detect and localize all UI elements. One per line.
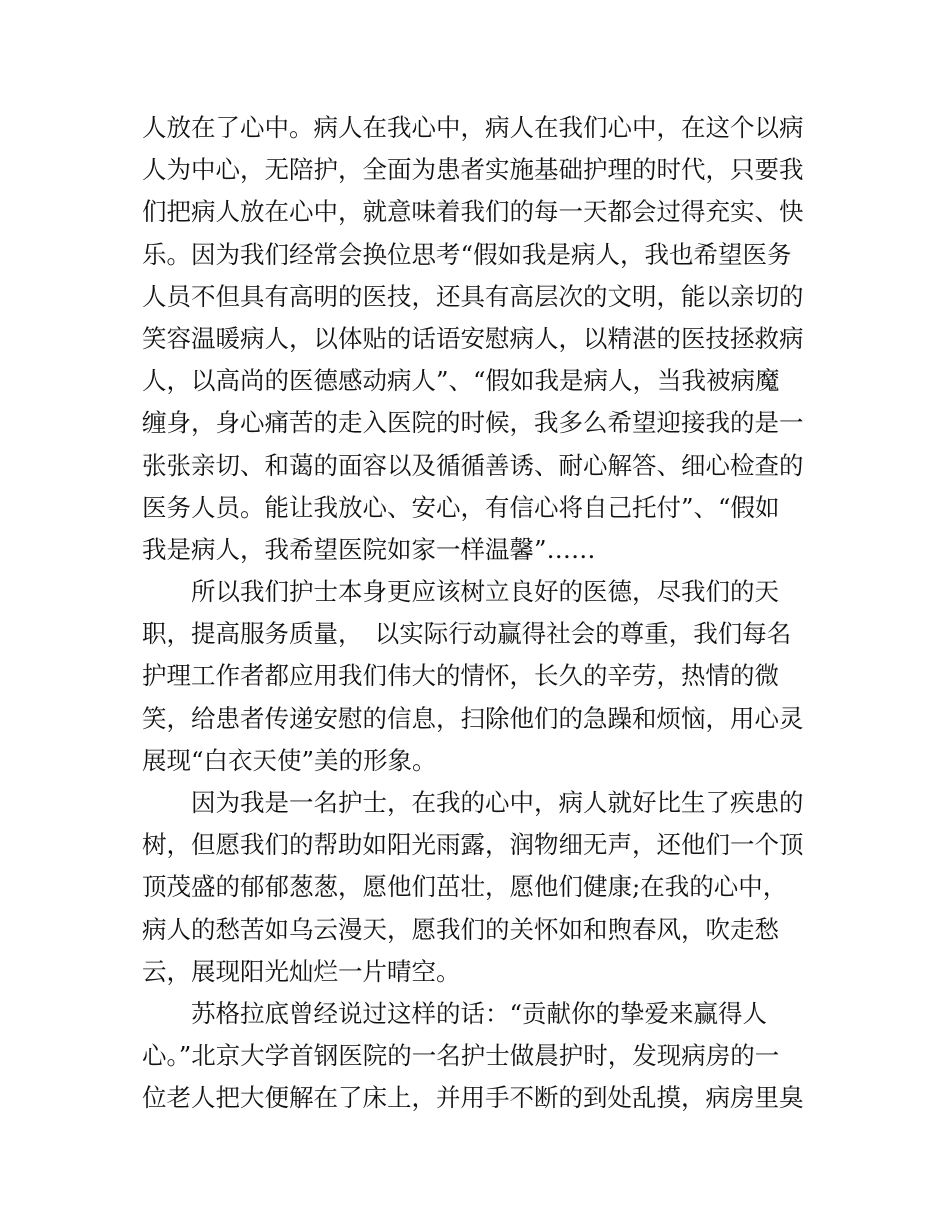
text-line: 职，提高服务质量， 以实际行动赢得社会的尊重，我们每名 <box>142 619 792 649</box>
text-line: 云，展现阳光灿烂一片晴空。 <box>142 956 461 986</box>
text-line: 顶茂盛的郁郁葱葱，愿他们茁壮，愿他们健康;在我的心中， <box>142 872 788 902</box>
text-line: 心。”北京大学首钢医院的一名护士做晨护时，发现病房的一 <box>142 1041 780 1071</box>
text-line: 医务人员。能让我放心、安心，有信心将自己托付”、“假如 <box>142 492 780 522</box>
text-line: 树，但愿我们的帮助如阳光雨露，润物细无声，还他们一个顶 <box>142 830 804 860</box>
text-line: 缠身，身心痛苦的走入医院的时候，我多么希望迎接我的是一 <box>142 408 804 438</box>
body-text <box>142 107 822 1120</box>
text-line: 所以我们护士本身更应该树立良好的医德，尽我们的天 <box>142 577 779 607</box>
text-line: 人为中心，无陪护，全面为患者实施基础护理的时代，只要我 <box>142 155 804 185</box>
text-line: 因为我是一名护士，在我的心中，病人就好比生了疾患的 <box>142 788 804 817</box>
text-line: 展现“白衣天使”美的形象。 <box>142 745 437 775</box>
text-line: 人，以高尚的医德感动病人”、“假如我是病人，当我被病魔 <box>142 366 780 396</box>
text-line: 乐。因为我们经常会换位思考“假如我是病人，我也希望医务 <box>142 239 792 269</box>
text-line: 笑，给患者传递安慰的信息，扫除他们的急躁和烦恼，用心灵 <box>142 703 804 733</box>
text-line: 病人的愁苦如乌云漫天，愿我们的关怀如和煦春风，吹走愁 <box>142 914 779 944</box>
text-line: 们把病人放在心中，就意味着我们的每一天都会过得充实、快 <box>142 197 804 227</box>
text-line: 我是病人，我希望医院如家一样温馨”…… <box>142 534 596 564</box>
text-line: 人员不但具有高明的医技，还具有高层次的文明，能以亲切的 <box>142 281 804 311</box>
text-line: 护理工作者都应用我们伟大的情怀，长久的辛劳，热情的微 <box>142 661 779 691</box>
text-line: 苏格拉底曾经说过这样的话：“贡献你的挚爱来赢得人 <box>142 998 768 1028</box>
text-line: 位老人把大便解在了床上，并用手不断的到处乱摸，病房里臭 <box>142 1083 804 1113</box>
text-line: 人放在了心中。病人在我心中，病人在我们心中，在这个以病 <box>142 113 804 142</box>
text-line: 笑容温暖病人，以体贴的话语安慰病人，以精湛的医技拯救病 <box>142 323 804 353</box>
text-line: 张张亲切、和蔼的面容以及循循善诱、耐心解答、细心检查的 <box>142 450 804 480</box>
